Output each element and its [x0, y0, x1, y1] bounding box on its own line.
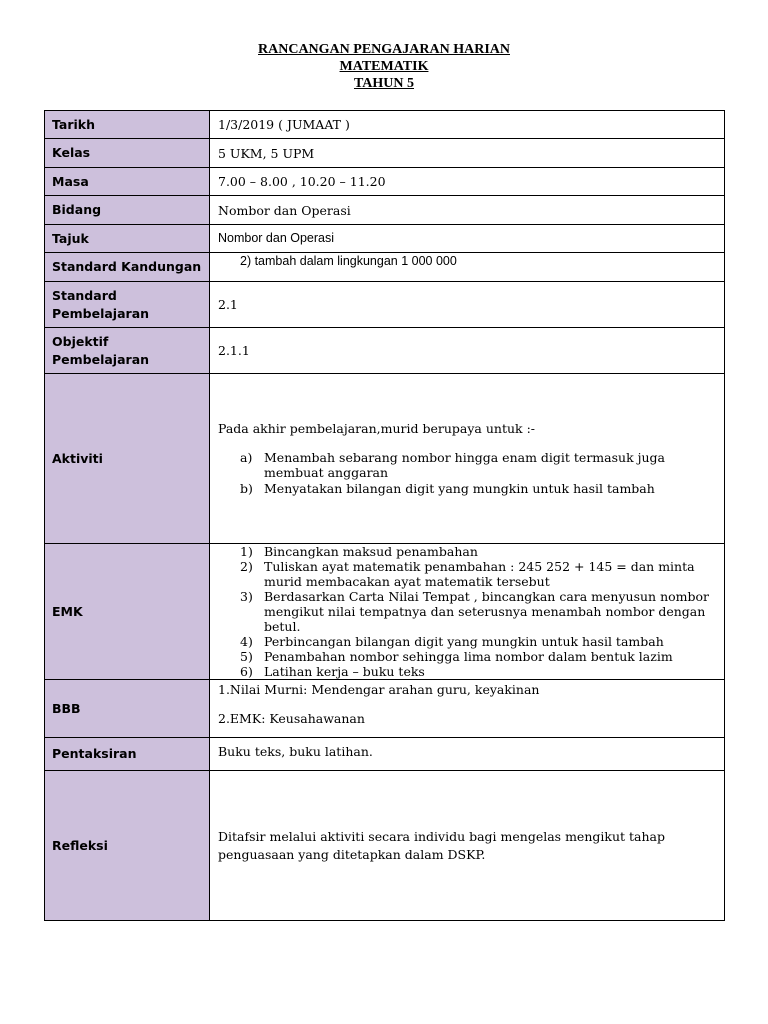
label-bbb: BBB	[45, 680, 210, 738]
label-pentaksiran: Pentaksiran	[45, 738, 210, 771]
label-refleksi: Refleksi	[45, 771, 210, 921]
row-bbb	[45, 680, 725, 738]
aktiviti-list	[218, 450, 714, 496]
row-standard-kandungan	[45, 253, 725, 282]
row-objektif	[45, 328, 725, 374]
list-item	[218, 634, 716, 649]
row-tajuk	[45, 225, 725, 253]
row-aktiviti	[45, 374, 725, 544]
label-standard-pembelajaran	[45, 282, 210, 328]
list-item	[218, 481, 714, 496]
list-marker: 6)	[240, 664, 253, 679]
label-standard-kandungan: Standard Kandungan	[45, 253, 210, 282]
list-item	[218, 589, 716, 634]
row-refleksi	[45, 771, 725, 921]
list-text: Tuliskan ayat matematik penambahan : 245 252 + 145 = dan minta murid membacakan ayat matematik tersebut	[264, 559, 695, 589]
label-obj-line2: Pembelajaran	[52, 351, 150, 367]
list-marker: 3)	[240, 589, 253, 604]
value-objektif: 2.1.1	[210, 328, 725, 374]
label-sp-line2: Pembelajaran	[52, 305, 150, 321]
label-obj-line1: Objektif	[52, 333, 109, 349]
value-bidang: Nombor dan Operasi	[210, 196, 725, 225]
row-pentaksiran	[45, 738, 725, 771]
list-text: Latihan kerja – buku teks	[264, 664, 425, 679]
value-standard-kandungan: 2) tambah dalam lingkungan 1 000 000	[210, 253, 725, 282]
value-tajuk: Nombor dan Operasi	[210, 225, 725, 253]
label-objektif	[45, 328, 210, 374]
list-text: Menambah sebarang nombor hingga enam digit termasuk juga membuat anggaran	[264, 450, 666, 480]
value-emk	[210, 544, 725, 680]
row-standard-pembelajaran	[45, 282, 725, 328]
label-aktiviti: Aktiviti	[45, 374, 210, 544]
list-text: Berdasarkan Carta Nilai Tempat , bincangkan cara menyusun nombor mengikut nilai tempatnya dan seterusnya menambah nombor dengan betul.	[264, 589, 710, 634]
list-item	[218, 450, 714, 480]
value-bbb	[210, 680, 725, 738]
list-marker: a)	[240, 450, 253, 465]
row-emk	[45, 544, 725, 680]
value-refleksi: Ditafsir melalui aktiviti secara individu bagi mengelas mengikut tahap penguasaan yang ditetapkan dalam DSKP.	[210, 771, 725, 921]
value-standard-pembelajaran: 2.1	[210, 282, 725, 328]
list-text: Penambahan nombor sehingga lima nombor dalam bentuk lazim	[264, 649, 673, 664]
value-pentaksiran: Buku teks, buku latihan.	[210, 738, 725, 771]
list-item	[218, 649, 716, 664]
value-masa: 7.00 – 8.00 , 10.20 – 11.20	[210, 168, 725, 196]
list-marker: 5)	[240, 649, 253, 664]
list-item	[218, 559, 716, 589]
list-text: Bincangkan maksud penambahan	[264, 544, 478, 559]
list-item	[218, 544, 716, 559]
list-text: Menyatakan bilangan digit yang mungkin untuk hasil tambah	[264, 481, 655, 496]
list-item	[218, 664, 716, 679]
row-tarikh	[45, 111, 725, 139]
label-bidang: Bidang	[45, 196, 210, 225]
value-kelas: 5 UKM, 5 UPM	[210, 139, 725, 168]
title-line-2: MATEMATIK	[339, 59, 429, 74]
lesson-plan-table	[44, 110, 725, 921]
label-masa: Masa	[45, 168, 210, 196]
bbb-line-1: 1.Nilai Murni: Mendengar arahan guru, keyakinan	[218, 682, 540, 697]
aktiviti-intro: Pada akhir pembelajaran,murid berupaya untuk :-	[218, 421, 536, 436]
title-line-3: TAHUN 5	[353, 76, 415, 91]
value-tarikh: 1/3/2019 ( JUMAAT )	[210, 111, 725, 139]
row-bidang	[45, 196, 725, 225]
row-masa	[45, 168, 725, 196]
emk-list	[218, 544, 716, 679]
value-aktiviti	[210, 374, 725, 544]
row-kelas	[45, 139, 725, 168]
title-line-1: RANCANGAN PENGAJARAN HARIAN	[258, 42, 510, 57]
label-tajuk: Tajuk	[45, 225, 210, 253]
label-emk: EMK	[45, 544, 210, 680]
list-marker: 1)	[240, 544, 253, 559]
list-text: Perbincangan bilangan digit yang mungkin untuk hasil tambah	[264, 634, 664, 649]
list-marker: 4)	[240, 634, 253, 649]
list-marker: 2)	[240, 559, 253, 574]
label-sp-line1: Standard	[52, 287, 117, 303]
label-tarikh: Tarikh	[45, 111, 210, 139]
list-marker: b)	[240, 481, 253, 496]
bbb-line-2: 2.EMK: Keusahawanan	[218, 711, 365, 726]
label-kelas: Kelas	[45, 139, 210, 168]
